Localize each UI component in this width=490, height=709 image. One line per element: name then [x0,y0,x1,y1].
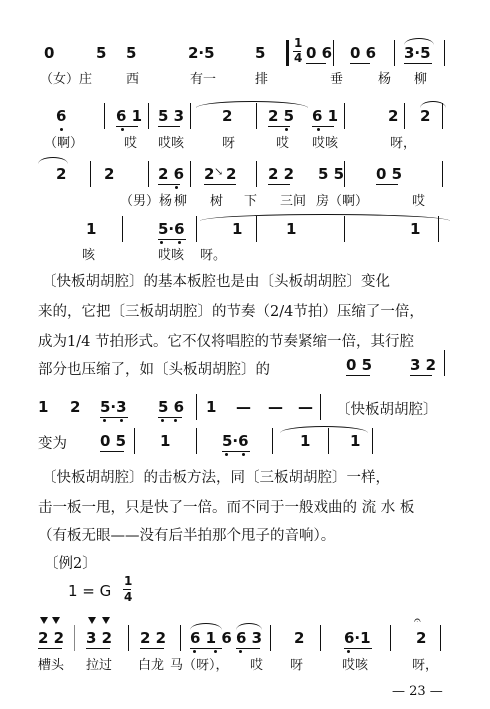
time-sig-bottom: 4 [294,51,303,65]
note: 0 5 [376,165,403,183]
score-line-4 [0,220,490,240]
lyric: （啊） [44,136,84,151]
becomes-line [0,432,490,452]
note: 1 [300,432,311,450]
lyrics-line-2 [0,132,490,152]
lyric: 排 [255,72,269,87]
lyric: 哎咳 [158,248,185,263]
note: 3 2 [86,629,113,647]
note: 0 6 [306,44,333,62]
note: 5 6 [158,398,185,416]
note: 2 [222,107,233,125]
dash: — [236,398,251,416]
lyric: 西 [126,72,140,87]
note: 2 [104,165,115,183]
score-line-2 [0,107,490,127]
lyric: 呀。 [200,248,227,263]
lyric: 柳 [174,194,188,209]
example-line [0,398,490,418]
note: 6 1 6 [190,629,232,647]
text-line: 〔快板胡胡腔〕的击板方法，同〔三板胡胡腔〕一样， [42,470,390,486]
text-line: 来的，它把〔三板胡胡腔〕的节奏（2/4节拍）压缩了一倍， [38,304,424,320]
lyric: 拉过 [86,658,113,673]
lyric: 下 [244,194,258,209]
note: 2 [70,398,81,416]
lyric: （男）杨 [120,194,173,209]
key-signature: 1 = G [68,582,112,600]
text-line: 〔快板胡胡腔〕的基本板腔也是由〔头板胡胡腔〕变化 [42,274,390,290]
note: 5·6 [158,220,185,238]
note: 2 [294,629,305,647]
lyric: 有一 [190,72,217,87]
lyric: 哎 [250,658,264,673]
lyrics-line-5 [0,654,490,674]
lyric: 杨 [378,72,392,87]
inline-note: 3 2 [410,356,437,374]
lyric: 哎咳 [158,136,185,151]
score-line-5: 2 2 3 2 2 2 6 1 6 6 3 2 6·1 𝄐 2 [0,629,490,649]
becomes-label: 变为 [38,436,67,452]
note: 1 [206,398,217,416]
text-line: 成为1/4 节拍形式。它不仅将唱腔的节奏紧缩一倍，其行腔 [38,334,414,350]
note: 1 [38,398,49,416]
note: 0 6 [350,44,377,62]
note: 1 [410,220,421,238]
lyric: 哎咳 [312,136,339,151]
note: 2 [420,107,431,125]
lyric: 白龙 [138,658,165,673]
score-line-1 [0,36,490,65]
note: 2 2 [38,629,65,647]
time-sig-top: 1 [124,574,133,588]
score-line-3: 2 2 2 6 2 ↘ 2 2 2 5 5 0 5 [0,165,490,185]
dash: — [268,398,283,416]
note: 6 [56,107,67,125]
text-line: 部分也压缩了，如〔头板胡胡腔〕的 [38,362,270,378]
note: 2 [416,629,427,647]
lyric: 马（呀）， [170,658,229,673]
lyric: 咳 [82,248,96,263]
note: 2·5 [188,44,215,62]
lyrics-line-4 [0,244,490,264]
note: 1 [286,220,297,238]
note: 2 5 [268,107,295,125]
lyric: 呀 [222,136,236,151]
note: 2 2 [140,629,167,647]
note: 1 [232,220,243,238]
page-number: — 23 — [392,684,443,699]
lyrics-line-1 [0,68,490,88]
lyric: 呀， [390,136,417,151]
example-label: 〔快板胡胡腔〕 [336,402,438,418]
note: 5 3 [158,107,185,125]
note: 2 [204,165,215,183]
lyric: （女）庄 [40,72,93,87]
text-line: 击一板一甩，只是快了一倍。而不同于一般戏曲的 流 水 板 [38,500,415,516]
note: 5 5 [318,165,345,183]
note: 2 [226,165,237,183]
note: 3·5 [404,44,431,62]
time-sig-top: 1 [294,36,303,50]
note: 5 [96,44,107,62]
lyric: 哎 [412,194,426,209]
note: 2 [56,165,67,183]
lyric: 房（啊） [316,194,369,209]
lyric: 哎咳 [342,658,369,673]
note: 6 1 [116,107,143,125]
lyric: 三间 [280,194,307,209]
lyric: 哎 [124,136,138,151]
note: 6·1 [344,629,371,647]
note: 5 [126,44,137,62]
lyrics-line-3 [0,190,490,210]
note: 1 [160,432,171,450]
note: 6 3 [236,629,263,647]
note: 5 [255,44,266,62]
note: 5·3 [100,398,127,416]
text-line: （有板无眼——没有后半拍那个甩子的音响）。 [38,528,336,544]
lyric: 呀 [290,658,304,673]
example2-title: 〔例2〕 [44,556,97,572]
note: 1 [350,432,361,450]
note: 6 1 [312,107,339,125]
lyric: 哎 [276,136,290,151]
note: 2 [388,107,399,125]
note: 5·6 [222,432,249,450]
time-sig-bottom: 4 [124,590,133,604]
inline-note: 0 5 [346,356,373,374]
lyric: 呀， [412,658,439,673]
lyric: 垂 [330,72,344,87]
lyric: 柳 [414,72,428,87]
lyric: 树 [210,194,224,209]
note: 2 2 [268,165,295,183]
note: 1 [86,220,97,238]
dash: — [298,398,313,416]
note: 0 [44,44,55,62]
lyric: 槽头 [38,658,65,673]
note: 2 6 [158,165,185,183]
note: 0 5 [100,432,127,450]
